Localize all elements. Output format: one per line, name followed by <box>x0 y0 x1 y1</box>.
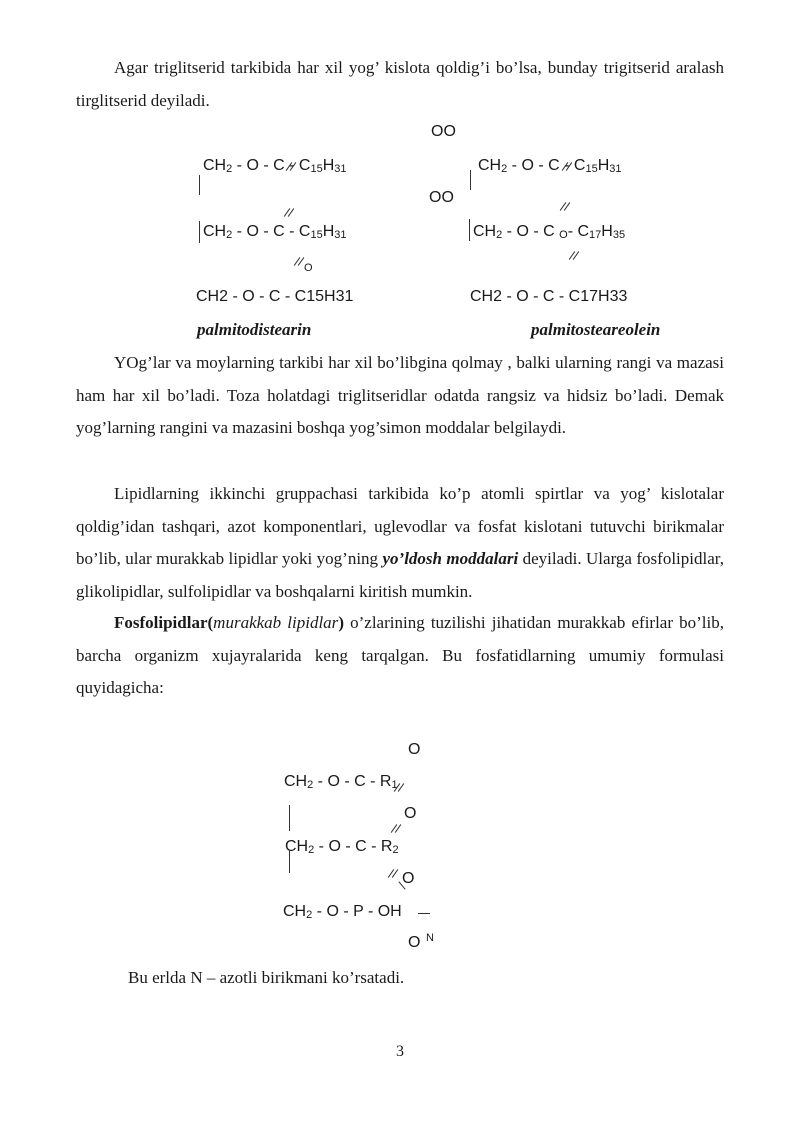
caption-palmitodistearin: palmitodistearin <box>197 320 312 339</box>
bond-line <box>470 170 471 190</box>
bond-line <box>199 221 200 243</box>
formula-left-row2: $CH_2$ - O - C - $C_{15}H_{31}$ <box>203 223 347 241</box>
bond-line <box>418 913 430 914</box>
paragraph-fat-color-taste: YOg’lar va moylarning tarkibi har xil bo’libgina qolmay , balki ularning rangi va mazasi ham har xil bo’ladi. Toza holatdagi triglitseridlar odatda rangsiz va hidsiz bo’ladi. Demak yog’larning rangini va mazasini boshqa yog’simon moddalar belgilaydi. <box>76 353 724 437</box>
nitrogen-label: N <box>426 932 434 944</box>
page-number: 3 <box>396 1043 404 1060</box>
paragraph-phospholipids: Fosfolipidlar(murakkab lipidlar) o’zlarining tuzilishi jihatidan murakkab efirlar bo’lib, barcha organizm xujayralarida keng tarqalgan. Bu fosfatidlarning umumiy formulasi quyidagicha: <box>76 613 724 697</box>
formula-right-row2: $CH_2$ - O - C $_O$- $C_{17}H_{35}$ <box>473 223 626 241</box>
oxygen-label: O <box>408 934 421 951</box>
bond-line <box>469 219 470 241</box>
caption-palmitosteareolein: palmitosteareolein <box>531 320 661 339</box>
oxygen-label: O <box>304 262 313 274</box>
formula-phospho-row3: $CH_2$ - O - P - OH <box>283 903 402 921</box>
bond-line <box>289 805 290 831</box>
emphasis-term: yo’ldosh moddalari <box>382 549 519 568</box>
formula-phospho-row2: $CH_2$ - O - C - $R_2$ <box>285 838 399 856</box>
paragraph-mixed-triglyceride: Agar triglitserid tarkibida har xil yog’ kislota qoldig’i bo’lsa, bunday trigitserid aralash tirglitserid deyiladi. <box>76 58 724 110</box>
bond-line <box>289 851 290 873</box>
oxygen-label: O <box>408 741 421 758</box>
bond-line <box>199 175 200 195</box>
paragraph-nitrogen-note: Bu erlda N – azotli birikmani ko’rsatadi. <box>128 968 405 987</box>
formula-left-row1: $CH_2$ - O - C - $C_{15}H_{31}$ <box>203 157 347 175</box>
paragraph-complex-lipids: Lipidlarning ikkinchi gruppachasi tarkibida ko’p atomli spirtlar va yog’ kislotalar qoldig’idan tashqari, azot komponentlari, uglevodlar va fosfat kislotani tutuvchi birikmalar bo’lib, ular murakkab lipidlar yoki yog’ning yo’ldosh moddalari deyiladi. Ularga fosfolipidlar, glikolipidlar, sulfolipidlar va boshqalarni kiritish mumkin. <box>76 484 725 601</box>
formula-phospho-row1: $CH_2$ - O - C - $R_1$ <box>284 773 398 791</box>
formula-left-row3: CH2 - O - C - C15H31 <box>196 288 354 305</box>
oxygen-label: O <box>404 805 417 822</box>
oxygen-pair-label: OO <box>431 123 456 140</box>
oxygen-pair-label: OO <box>429 189 454 206</box>
formula-right-row1: $CH_2$ - O - C - $C_{15}H_{31}$ <box>478 157 622 175</box>
formula-right-row3: CH2 - O - C - C17H33 <box>470 288 628 305</box>
oxygen-label: O <box>402 870 415 887</box>
